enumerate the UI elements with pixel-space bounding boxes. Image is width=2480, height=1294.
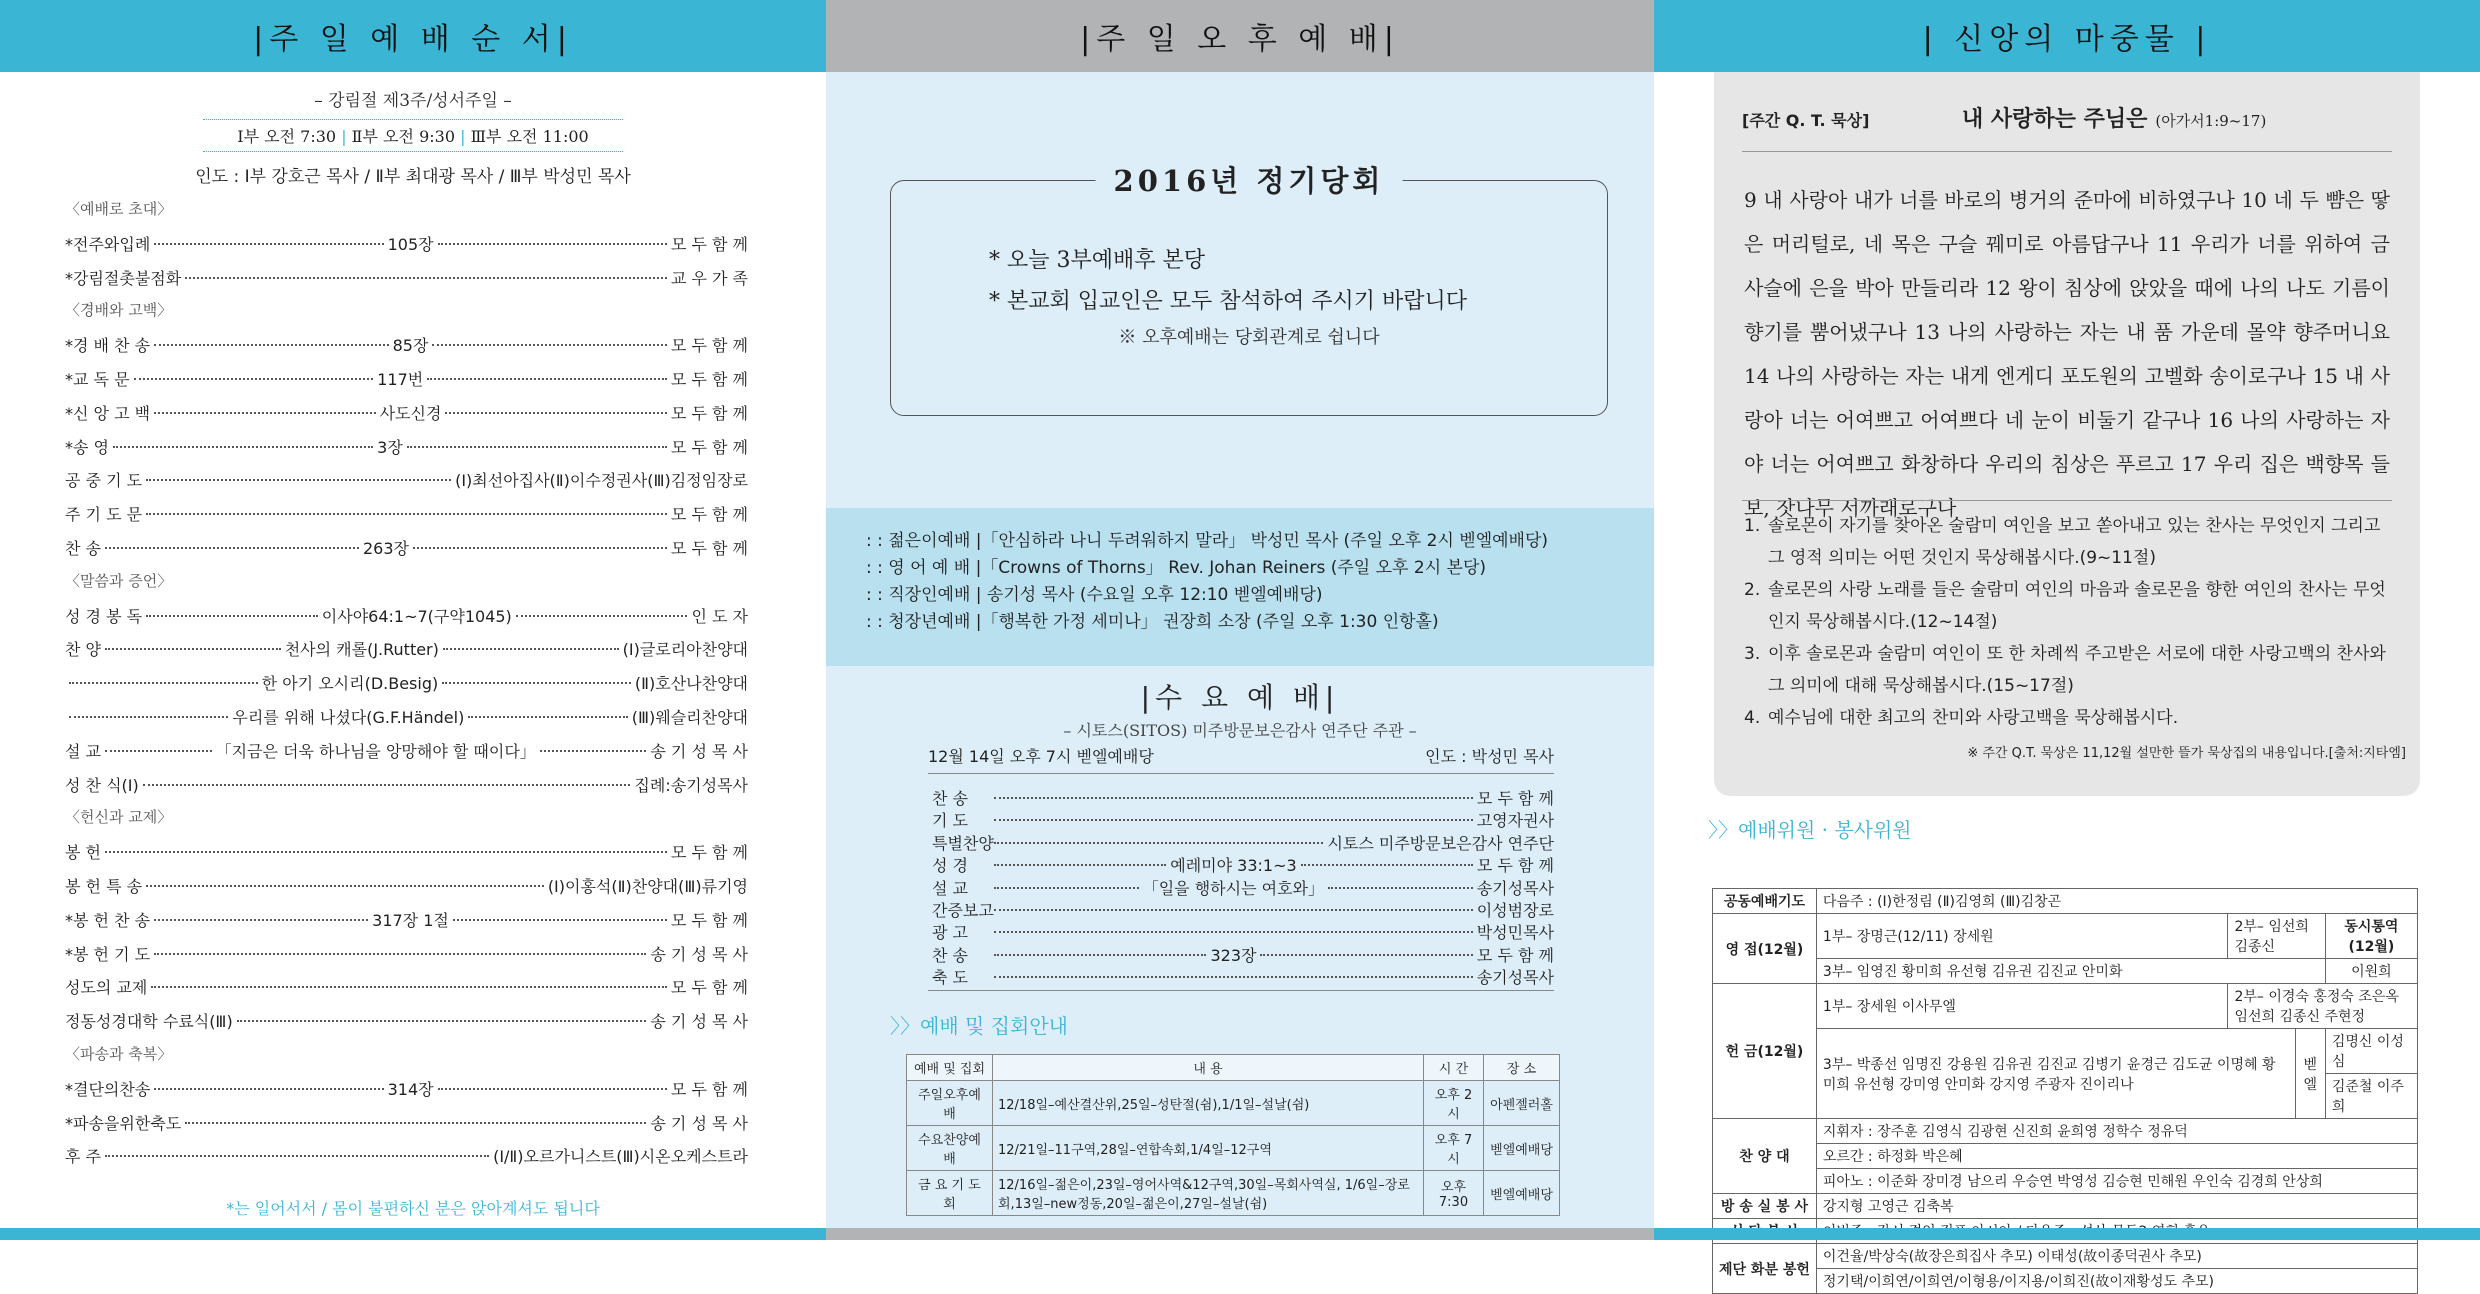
order-item-person: (Ⅰ)이홍석(Ⅱ)찬양대(Ⅲ)류기영 xyxy=(547,876,748,896)
liturgical-subtitle: – 강림절 제3주/성서주일 – xyxy=(314,91,512,111)
order-item-name: 찬 송 xyxy=(932,945,968,965)
leader-dots xyxy=(146,615,318,617)
order-item-person: (Ⅰ)최선아집사(Ⅱ)이수정권사(Ⅲ)김정임장로 xyxy=(455,471,748,491)
order-row xyxy=(65,367,748,401)
order-item-name: *교 독 문 xyxy=(65,369,130,389)
order-item-name: 설 교 xyxy=(932,878,968,898)
order-item-person: 송 기 성 목 사 xyxy=(650,1012,748,1032)
footer-bar xyxy=(1654,1228,2480,1240)
leader-dots xyxy=(105,851,667,853)
order-item-detail: 85장 xyxy=(392,336,429,356)
table-cell: 오후 2시 xyxy=(1424,1081,1484,1126)
order-item-name: 성 찬 식(Ⅰ) xyxy=(65,775,139,795)
leader-dots xyxy=(413,547,667,549)
service-item: : : 영 어 예 배 |「Crowns of Thorns」 Rev. Johan Reiners (주일 오후 2시 본당) xyxy=(866,558,1486,578)
table-cell: 이원희 xyxy=(2325,959,2417,984)
footer-bar xyxy=(0,1228,826,1240)
leader-dots xyxy=(185,277,667,279)
order-item-person: 송 기 성 목 사 xyxy=(650,1113,748,1133)
order-item-detail: 한 아기 오시리(D.Besig) xyxy=(261,674,439,694)
order-row xyxy=(65,975,748,1009)
divider xyxy=(928,990,1554,991)
table-cell: 오후 7시 xyxy=(1424,1126,1484,1171)
footer-bar xyxy=(826,1228,1654,1240)
order-row xyxy=(65,468,748,502)
leader-dots xyxy=(442,682,631,684)
leader-dots xyxy=(1328,887,1473,889)
order-item-person: 교 우 가 족 xyxy=(670,268,748,288)
leader-dots xyxy=(105,750,212,752)
table-cell: 다음주 : (Ⅰ)한정림 (Ⅱ)김영희 (Ⅲ)김창곤 xyxy=(1816,889,2417,914)
table-row xyxy=(907,1081,1560,1126)
leader-dots xyxy=(146,885,544,887)
order-item-person: 송기성목사 xyxy=(1476,878,1554,898)
order-item-person: 인 도 자 xyxy=(691,606,749,626)
column-header: |주 일 오 후 예 배| xyxy=(826,0,1654,72)
order-item-person: (Ⅱ)호산나찬양대 xyxy=(634,674,749,694)
row-header: 영 접(12월) xyxy=(1713,914,1817,984)
table-row xyxy=(1713,889,2418,914)
order-row xyxy=(932,808,1554,830)
table-cell: 강지형 고영근 김축복 xyxy=(1816,1194,2417,1219)
table-cell: 12/21일–11구역,28일–연합속회,1/4일–12구역 xyxy=(993,1126,1424,1171)
order-row xyxy=(65,1009,748,1043)
order-item-person: 모 두 함 께 xyxy=(670,978,748,998)
wednesday-title: |수 요 예 배| xyxy=(1140,681,1340,714)
order-item-detail: 「일을 행하시는 여호와」 xyxy=(1142,878,1324,898)
leader-dots xyxy=(185,1122,646,1124)
leader-dots xyxy=(134,378,374,380)
column-header: |주 일 예 배 순 서| xyxy=(0,0,826,72)
table-row xyxy=(1713,1269,2418,1294)
order-item-person: 모 두 함 께 xyxy=(670,843,748,863)
order-item-name: 〈말씀과 증언〉 xyxy=(65,571,173,590)
order-item-name: 성 경 xyxy=(932,856,968,876)
leader-dots xyxy=(427,378,667,380)
table-cell: 1부– 장세원 이사무엘 xyxy=(1816,984,2228,1029)
order-row xyxy=(932,898,1554,920)
leader-dots xyxy=(146,513,667,515)
table-row xyxy=(1713,1244,2418,1269)
leader-dots xyxy=(154,243,383,245)
table-cell: 벧엘 xyxy=(2295,1029,2325,1119)
order-item-name: 기 도 xyxy=(932,811,968,831)
council-note: ※ 오후예배는 당회관계로 쉽니다 xyxy=(1118,327,1380,348)
leader-dots xyxy=(154,1088,383,1090)
leader-dots xyxy=(994,797,1473,799)
afternoon-worship-column xyxy=(826,0,1654,1240)
leader-dots xyxy=(105,648,281,650)
table-cell: 이건율/박상숙(故장은희집사 추모) 이태성(故이종덕권사 추모) xyxy=(1816,1244,2417,1269)
order-item-name: 〈헌신과 교제〉 xyxy=(65,808,173,827)
order-row xyxy=(65,705,748,739)
order-item-name: 찬 송 xyxy=(65,538,101,558)
order-item-person: 모 두 함 께 xyxy=(670,910,748,930)
order-row xyxy=(65,739,748,773)
row-header: 공동예배기도 xyxy=(1713,889,1817,914)
table-cell: 김명신 이성심 xyxy=(2325,1029,2417,1074)
table-header: 예배 및 집회 xyxy=(907,1055,993,1081)
list-item: 3. 이후 솔로몬과 술람미 여인이 또 한 차례씩 주고받은 서로에 대한 사랑고백의 찬사와 그 의미에 대해 묵상해봅시다.(15~17절) xyxy=(1744,644,2386,696)
table-cell: 3부– 박종선 임명진 강용원 김유권 김진교 김병기 윤경근 김도균 이명혜 황미희 유선형 강미영 안미화 강지영 주광자 진이리나 xyxy=(1816,1029,2295,1119)
section-heading xyxy=(65,198,748,232)
order-row xyxy=(65,502,748,536)
list-item: 4. 예수님에 대한 최고의 찬미와 사랑고백을 묵상해봅시다. xyxy=(1744,708,2179,728)
order-row xyxy=(65,1144,748,1178)
leader-dots xyxy=(151,986,667,988)
order-row xyxy=(65,637,748,671)
divider xyxy=(1742,500,2392,501)
order-row xyxy=(65,333,748,367)
wednesday-info xyxy=(928,744,1554,774)
order-item-person: 모 두 함 께 xyxy=(1476,856,1554,876)
service-item: : : 직장인예배 | 송기성 목사 (수요일 오후 12:10 벧엘예배당) xyxy=(866,585,1323,605)
leader-dots xyxy=(69,716,228,718)
order-row xyxy=(932,786,1554,808)
qt-reference: (아가서1:9~17) xyxy=(2155,112,2267,130)
row-header: 방 송 실 봉 사 xyxy=(1713,1194,1817,1219)
order-item-name: *파송을위한축도 xyxy=(65,1113,182,1133)
leader-dots xyxy=(105,547,359,549)
worship-leaders: 인도 : Ⅰ부 강호근 목사 / Ⅱ부 최대광 목사 / Ⅲ부 박성민 목사 xyxy=(195,167,631,187)
order-row xyxy=(65,266,748,300)
table-cell: 동시통역(12월) xyxy=(2325,914,2417,959)
order-item-name: 공 중 기 도 xyxy=(65,471,143,491)
column-header: | 신앙의 마중물 | xyxy=(1654,0,2480,72)
leader-dots xyxy=(154,953,646,955)
qt-label: [주간 Q. T. 묵상] xyxy=(1742,111,1870,130)
order-row xyxy=(932,831,1554,853)
order-item-name: 찬 양 xyxy=(65,640,101,660)
qt-source: ※ 주간 Q.T. 묵상은 11,12월 설만한 뜰가 묵상집의 내용입니다.[출처:지타엠] xyxy=(1967,746,2406,761)
leader-dots xyxy=(105,1155,489,1157)
order-row xyxy=(65,1077,748,1111)
council-line: * 본교회 입교인은 모두 참석하여 주시기 바랍니다 xyxy=(989,289,1468,314)
leader-dots xyxy=(432,344,667,346)
section-heading xyxy=(65,806,748,840)
order-row xyxy=(65,232,748,266)
row-header: 헌 금(12월) xyxy=(1713,984,1817,1119)
table-row xyxy=(1713,959,2418,984)
order-row xyxy=(65,536,748,570)
table-row xyxy=(1713,1194,2418,1219)
order-item-name: *봉 헌 찬 송 xyxy=(65,910,151,930)
section-heading xyxy=(65,570,748,604)
table-cell: 아펜젤러홀 xyxy=(1484,1081,1560,1126)
leader-dots xyxy=(994,976,1473,978)
order-item-person: (Ⅰ/Ⅱ)오르가니스트(Ⅲ)시온오케스트라 xyxy=(493,1147,748,1167)
leader-dots xyxy=(69,682,258,684)
table-cell: 지휘자 : 장주훈 김영식 김광현 신진희 윤희영 정학수 정유덕 xyxy=(1816,1119,2417,1144)
leader-dots xyxy=(468,716,627,718)
order-item-person: 집례:송기성목사 xyxy=(634,775,748,795)
order-row xyxy=(65,908,748,942)
order-item-person: 모 두 함 께 xyxy=(1476,789,1554,808)
table-cell: 금 요 기 도 회 xyxy=(907,1171,993,1216)
order-item-name: 봉 헌 xyxy=(65,843,101,863)
order-item-person: 박성민목사 xyxy=(1476,923,1554,943)
wednesday-subtitle: – 시토스(SITOS) 미주방문보은감사 연주단 주관 – xyxy=(1063,721,1417,740)
leader-dots xyxy=(994,887,1139,889)
order-item-person: (Ⅰ)글로리아찬양대 xyxy=(622,640,749,660)
service-item: : : 청장년예배 |「행복한 가정 세미나」 권장희 소장 (주일 오후 1:30 인항홀) xyxy=(866,612,1439,632)
order-row xyxy=(932,965,1554,987)
order-item-person: 시토스 미주방문보은감사 연주단 xyxy=(1327,833,1554,853)
order-item-person: 모 두 함 께 xyxy=(670,234,748,254)
service-section-title: 〉〉예배위원 · 봉사위원 xyxy=(1708,818,1912,842)
order-item-name: *결단의찬송 xyxy=(65,1079,151,1099)
order-item-detail: 「지금은 더욱 하나님을 앙망해야 할 때이다」 xyxy=(215,741,536,761)
table-header: 시 간 xyxy=(1424,1055,1484,1081)
order-item-name: 봉 헌 특 송 xyxy=(65,876,143,896)
order-item-name: 특별찬양 xyxy=(932,833,994,853)
leader-dots xyxy=(540,750,647,752)
table-cell: 1부– 장명근(12/11) 장세원 xyxy=(1816,914,2228,959)
leader-dots xyxy=(154,344,389,346)
order-item-detail: 예레미야 33:1~3 xyxy=(1170,856,1297,876)
leader-dots xyxy=(994,842,1323,844)
order-item-name: *경 배 찬 송 xyxy=(65,336,151,356)
order-item-person: 모 두 함 께 xyxy=(670,538,748,558)
order-item-person: 송 기 성 목 사 xyxy=(650,944,748,964)
table-row xyxy=(1713,1144,2418,1169)
leader-dots xyxy=(994,954,1206,956)
table-header: 내 용 xyxy=(993,1055,1424,1081)
order-item-name: 설 교 xyxy=(65,741,101,761)
table-cell: 2부– 임선희 김종신 xyxy=(2228,914,2325,959)
table-row xyxy=(907,1126,1560,1171)
table-row xyxy=(1713,984,2418,1029)
leader-dots xyxy=(154,919,368,921)
table-cell: 김준철 이주희 xyxy=(2325,1074,2417,1119)
order-item-detail: 323장 xyxy=(1210,945,1257,965)
table-row xyxy=(1713,1119,2418,1144)
order-item-person: 모 두 함 께 xyxy=(670,437,749,457)
order-item-name: *신 앙 고 백 xyxy=(65,403,151,423)
row-header: 제단 화분 봉헌 xyxy=(1713,1244,1817,1294)
table-cell: 12/18일–예산결산위,25일–성탄절(쉼),1/1일–설날(쉼) xyxy=(993,1081,1424,1126)
order-item-person: 모 두 함 께 xyxy=(670,369,749,389)
council-line: * 오늘 3부예배후 본당 xyxy=(989,248,1205,273)
wednesday-order-list xyxy=(932,786,1554,988)
order-of-worship-column xyxy=(0,0,826,1240)
service-item: : : 젊은이예배 |「안심하라 나니 두려워하지 말라」 박성민 목사 (주일 오후 2시 벧엘예배당) xyxy=(866,531,1549,551)
order-item-name: 〈예배로 초대〉 xyxy=(65,200,173,218)
order-item-person: 고영자권사 xyxy=(1476,811,1554,831)
order-item-name: 성 경 봉 독 xyxy=(65,606,143,626)
order-item-detail: 사도신경 xyxy=(379,403,442,423)
order-item-name: *봉 헌 기 도 xyxy=(65,944,151,964)
order-item-person: 모 두 함 께 xyxy=(670,336,749,356)
table-cell: 벧엘예배당 xyxy=(1484,1171,1560,1216)
order-item-name: *전주와입례 xyxy=(65,234,151,254)
council-announcement-box xyxy=(890,164,1608,416)
leader-dots xyxy=(1301,864,1473,866)
list-item: 2. 솔로몬의 사랑 노래를 들은 술람미 여인의 마음과 솔로몬을 향한 여인의 찬사는 무엇인지 묵상해봅시다.(12~14절) xyxy=(1744,580,2386,632)
order-item-detail: 263장 xyxy=(362,538,409,558)
order-item-name: 축 도 xyxy=(932,968,968,988)
table-row xyxy=(1713,1169,2418,1194)
order-row xyxy=(65,604,748,638)
order-item-name: 〈파송과 축복〉 xyxy=(65,1044,173,1063)
table-cell: 오르간 : 하정화 박은혜 xyxy=(1816,1144,2417,1169)
council-title: 2016년 정기당회 xyxy=(1096,159,1403,200)
order-item-detail: 314장 xyxy=(387,1079,434,1099)
faith-column xyxy=(1654,0,2480,1290)
leader-dots xyxy=(445,412,667,414)
order-row xyxy=(932,943,1554,965)
weekly-qt-box xyxy=(1714,72,2420,796)
leader-dots xyxy=(237,1020,647,1022)
table-cell: 피아노 : 이준화 장미경 남으리 우승연 박영성 김승현 민해원 우인숙 김경희 안상희 xyxy=(1816,1169,2417,1194)
order-item-name: *강림절촛불점화 xyxy=(65,268,182,288)
order-item-person: (Ⅲ)웨슬리찬양대 xyxy=(631,707,749,727)
leader-dots xyxy=(994,819,1473,821)
service-times: Ⅰ부 오전 7:30 | Ⅱ부 오전 9:30 | Ⅲ부 오전 11:00 xyxy=(203,119,623,152)
order-item-detail: 천사의 캐롤(J.Rutter) xyxy=(284,640,439,660)
order-item-person: 모 두 함 께 xyxy=(670,1079,748,1099)
order-item-person: 모 두 함 께 xyxy=(670,505,748,525)
guide-section-title: 〉〉예배 및 집회안내 xyxy=(890,1014,1068,1038)
order-item-detail: 117번 xyxy=(377,369,424,389)
order-row xyxy=(65,942,748,976)
order-row xyxy=(65,773,748,807)
section-heading xyxy=(65,1043,748,1077)
row-header: 찬 양 대 xyxy=(1713,1119,1817,1194)
table-row xyxy=(1713,1029,2418,1074)
order-item-name: 정동성경대학 수료식(Ⅲ) xyxy=(65,1012,233,1032)
table-row xyxy=(907,1171,1560,1216)
order-row xyxy=(932,853,1554,875)
table-cell: 정기택/이희연/이희연/이형용/이지용/이희진(故이재황성도 추모) xyxy=(1816,1269,2417,1294)
leader-dots xyxy=(443,648,619,650)
order-item-name: 성도의 교제 xyxy=(65,978,148,998)
leader-dots xyxy=(113,446,373,448)
order-row xyxy=(65,671,748,705)
table-cell: 12/16일–젊은이,23일–영어사역&12구역,30일–목회사역실, 1/6일–장로회,13일–new정동,20일–젊은이,27일–설날(쉼) xyxy=(993,1171,1424,1216)
order-row xyxy=(932,920,1554,942)
table-cell: 2부– 이경숙 홍정숙 조은옥 임선희 김종신 주현정 xyxy=(2228,984,2418,1029)
service-time: Ⅱ부 오전 9:30 xyxy=(351,127,456,146)
wednesday-date: 12월 14일 오후 7시 벧엘예배당 xyxy=(928,747,1154,766)
order-item-detail: 이사야64:1~7(구약1045) xyxy=(321,606,512,626)
table-header: 장 소 xyxy=(1484,1055,1560,1081)
table-cell: 오후7:30 xyxy=(1424,1171,1484,1216)
order-item-detail: 우리를 위해 나셨다(G.F.Händel) xyxy=(232,707,465,727)
order-item-name: *송 영 xyxy=(65,437,109,457)
leader-dots xyxy=(994,909,1473,911)
leader-dots xyxy=(453,919,667,921)
wednesday-leader: 인도 : 박성민 목사 xyxy=(1425,747,1554,766)
order-item-person: 이성범장로 xyxy=(1476,900,1554,920)
order-item-name: 주 기 도 문 xyxy=(65,505,143,525)
standing-note: *는 일어서서 / 몸이 불편하신 분은 앉아계셔도 됩니다 xyxy=(226,1199,600,1218)
order-row xyxy=(65,435,748,469)
table-cell: 주일오후예배 xyxy=(907,1081,993,1126)
leader-dots xyxy=(438,243,667,245)
qt-questions xyxy=(1744,510,2390,734)
order-item-detail: 3장 xyxy=(377,437,403,457)
order-row xyxy=(65,1111,748,1145)
leader-dots xyxy=(146,479,451,481)
gathering-guide-table xyxy=(906,1054,1560,1216)
order-item-name: 찬 송 xyxy=(932,789,968,808)
order-row xyxy=(65,840,748,874)
order-item-name: 광 고 xyxy=(932,923,968,943)
section-heading xyxy=(65,299,748,333)
order-item-person: 모 두 함 께 xyxy=(670,403,749,423)
order-row xyxy=(932,876,1554,898)
leader-dots xyxy=(994,931,1473,933)
qt-scripture: 9 내 사랑아 내가 너를 바로의 병거의 준마에 비하였구나 10 네 두 뺨은 땋은 머리털로, 네 목은 구슬 꿰미로 아름답구나 11 우리가 너를 위하여 금 사슬에 은을 박아 만들리라 12 왕이 침상에 앉았을 때에 나의 나도 기름이 향기를 뿜어냈구나 13 나의 사랑하는 자는 내 품 가운데 몰약 향주머니요 14 나의 사랑하는 자는 내게 엔게디 포도원의 고벨화 송이로구나 15 내 사랑아 너는 어여쁘고 어여쁘다 네 눈이 비둘기 같구나 16 나의 사랑하는 자야 너는 어여쁘고 화창하다 우리의 침상은 푸르고 17 우리 집은 백향목 들보, 잣나무 서까래로구나 xyxy=(1744,188,2390,520)
table-cell: 수요찬양예배 xyxy=(907,1126,993,1171)
leader-dots xyxy=(994,864,1166,866)
leader-dots xyxy=(516,615,688,617)
leader-dots xyxy=(1260,954,1472,956)
leader-dots xyxy=(154,412,376,414)
order-item-detail: 317장 1절 xyxy=(372,910,449,930)
order-item-name: 간증보고 xyxy=(932,900,994,920)
worship-order-list xyxy=(65,198,748,1178)
list-item: 1. 솔로몬이 자기를 찾아온 술람미 여인을 보고 쏟아내고 있는 찬사는 무엇인지 그리고 그 영적 의미는 어떤 것인지 묵상해봅시다.(9~11절) xyxy=(1744,516,2381,568)
service-time: Ⅲ부 오전 11:00 xyxy=(470,127,589,146)
order-row xyxy=(65,874,748,908)
qt-title: 내 사랑하는 주님은 xyxy=(1962,107,2148,132)
afternoon-services-band xyxy=(826,508,1654,666)
leader-dots xyxy=(438,1088,667,1090)
table-row xyxy=(1713,914,2418,959)
order-item-name: 후 주 xyxy=(65,1147,101,1167)
leader-dots xyxy=(407,446,667,448)
order-item-detail: 105장 xyxy=(387,234,434,254)
leader-dots xyxy=(143,784,631,786)
qt-title-row xyxy=(1742,102,2392,152)
order-item-person: 송기성목사 xyxy=(1476,968,1554,988)
order-item-name: 〈경배와 고백〉 xyxy=(65,301,173,320)
order-row xyxy=(65,401,748,435)
service-time: Ⅰ부 오전 7:30 xyxy=(237,127,337,146)
order-item-person: 송 기 성 목 사 xyxy=(650,741,748,761)
table-cell: 3부– 임영진 황미희 유선형 김유권 김진교 안미화 xyxy=(1816,959,2325,984)
table-cell: 벧엘예배당 xyxy=(1484,1126,1560,1171)
order-item-person: 모 두 함 께 xyxy=(1476,945,1554,965)
